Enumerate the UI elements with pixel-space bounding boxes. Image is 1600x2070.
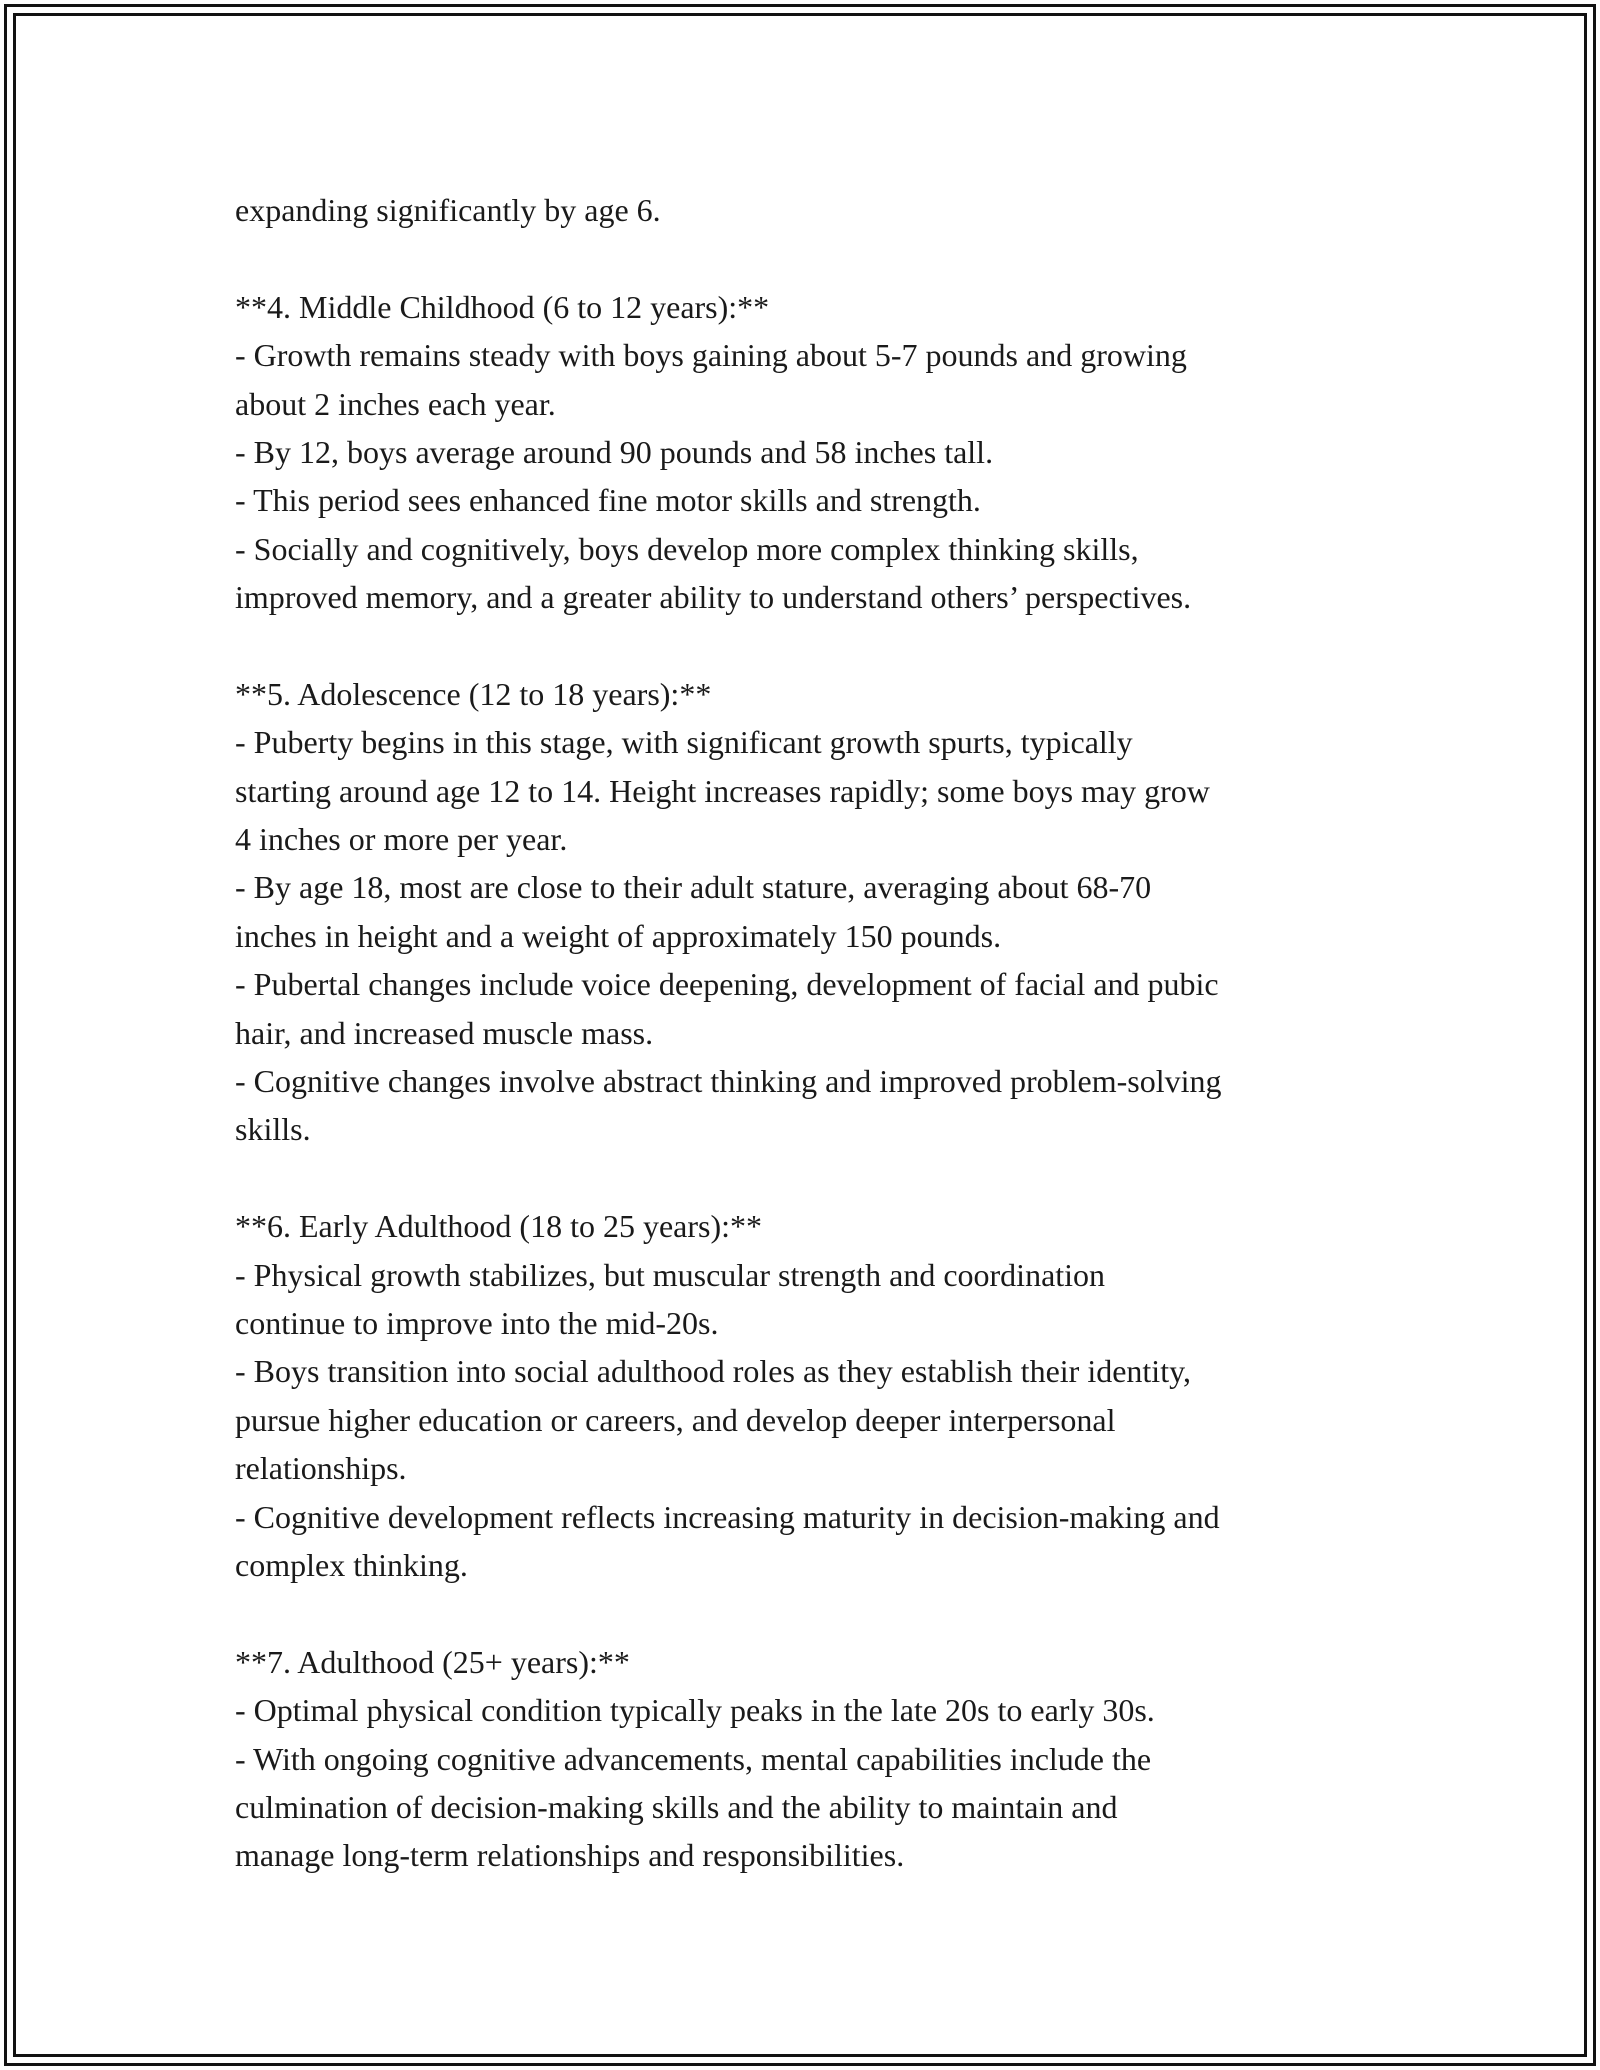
text-line: - Physical growth stabilizes, but muscular strength and coordination xyxy=(235,1256,1106,1293)
blank-line xyxy=(235,1154,1415,1202)
text-line: starting around age 12 to 14. Height increases rapidly; some boys may grow xyxy=(235,772,1210,809)
text-line: - Boys transition into social adulthood roles as they establish their identity, xyxy=(235,1353,1191,1390)
text-line: skills. xyxy=(235,1111,311,1148)
blank-line xyxy=(235,1589,1415,1637)
text-line: - Pubertal changes include voice deepening, development of facial and pubic xyxy=(235,966,1219,1003)
document-body xyxy=(235,186,1415,1880)
text-line: - Cognitive development reflects increasing maturity in decision-making and xyxy=(235,1498,1220,1535)
blank-line xyxy=(235,234,1415,282)
text-line: - Optimal physical condition typically peaks in the late 20s to early 30s. xyxy=(235,1692,1155,1729)
text-line: - Cognitive changes involve abstract thinking and improved problem-solving xyxy=(235,1063,1222,1100)
text-line: pursue higher education or careers, and develop deeper interpersonal xyxy=(235,1401,1116,1438)
text-line: manage long-term relationships and responsibilities. xyxy=(235,1837,905,1874)
text-line: - This period sees enhanced fine motor skills and strength. xyxy=(235,482,981,519)
text-line: culmination of decision-making skills and the ability to maintain and xyxy=(235,1788,1118,1825)
section-heading: **6. Early Adulthood (18 to 25 years):** xyxy=(235,1208,763,1245)
text-line: - Socially and cognitively, boys develop more complex thinking skills, xyxy=(235,530,1139,567)
text-line: - Growth remains steady with boys gaining about 5-7 pounds and growing xyxy=(235,337,1187,374)
text-line: inches in height and a weight of approximately 150 pounds. xyxy=(235,917,1002,954)
text-line: - With ongoing cognitive advancements, mental capabilities include the xyxy=(235,1740,1152,1777)
text-line: hair, and increased muscle mass. xyxy=(235,1014,654,1051)
text-line: - By 12, boys average around 90 pounds and 58 inches tall. xyxy=(235,433,994,470)
text-line: continue to improve into the mid-20s. xyxy=(235,1304,719,1341)
text-line: expanding significantly by age 6. xyxy=(235,192,661,228)
text-line: - By age 18, most are close to their adult stature, averaging about 68-70 xyxy=(235,869,1152,906)
text-line: improved memory, and a greater ability to understand others’ perspectives. xyxy=(235,579,1192,616)
section-heading: **4. Middle Childhood (6 to 12 years):** xyxy=(235,288,770,325)
text-line: relationships. xyxy=(235,1450,407,1487)
text-line: 4 inches or more per year. xyxy=(235,821,568,858)
section-heading: **5. Adolescence (12 to 18 years):** xyxy=(235,675,712,712)
section-heading: **7. Adulthood (25+ years):** xyxy=(235,1643,630,1680)
blank-line xyxy=(235,622,1415,670)
text-line: about 2 inches each year. xyxy=(235,385,556,422)
text-line: - Puberty begins in this stage, with significant growth spurts, typically xyxy=(235,724,1133,761)
text-line: complex thinking. xyxy=(235,1546,468,1583)
